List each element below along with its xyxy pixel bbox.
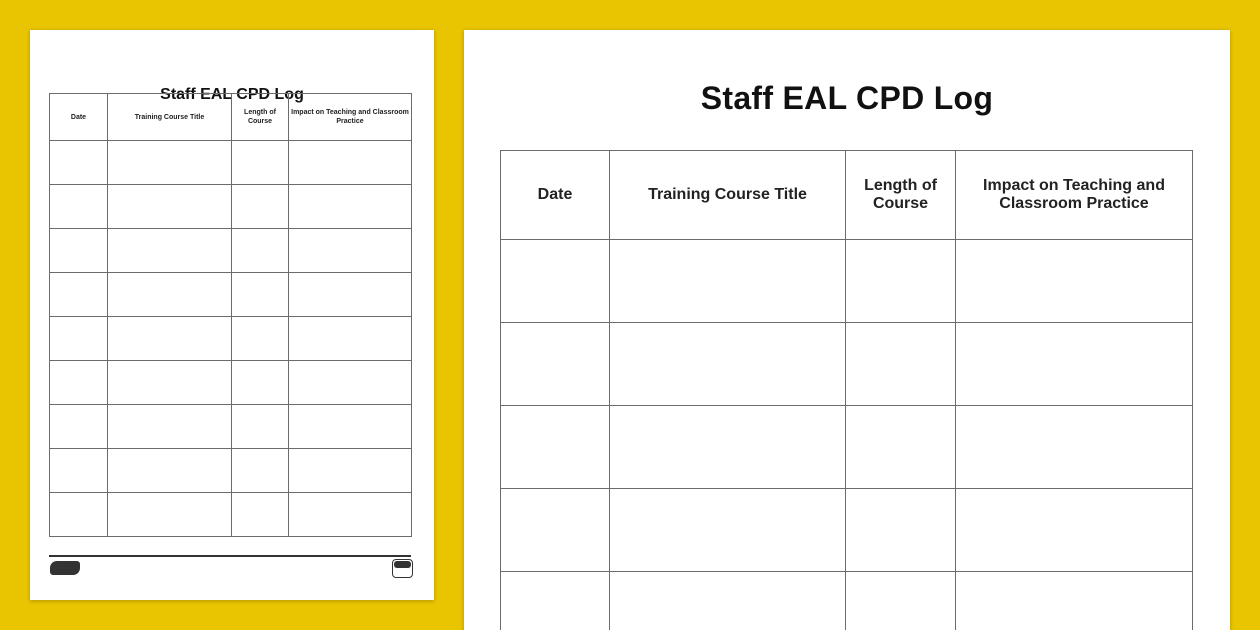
thumbnail-title: Staff EAL CPD Log: [160, 86, 304, 103]
log-table-body: [501, 240, 1193, 630]
table-cell[interactable]: [50, 229, 108, 273]
table-cell[interactable]: [50, 361, 108, 405]
table-row: [50, 449, 412, 493]
table-cell[interactable]: [108, 361, 232, 405]
table-cell[interactable]: [232, 361, 289, 405]
page-zoom-preview[interactable]: [464, 30, 1230, 630]
table-cell[interactable]: [501, 489, 610, 572]
table-cell[interactable]: [289, 317, 412, 361]
table-cell[interactable]: [610, 323, 846, 406]
table-cell[interactable]: [108, 141, 232, 185]
table-cell[interactable]: [289, 141, 412, 185]
header-course-title: Training Course Title: [610, 151, 846, 240]
table-row: [50, 405, 412, 449]
table-cell[interactable]: [50, 141, 108, 185]
header-date: Date: [501, 151, 610, 240]
table-cell[interactable]: [501, 572, 610, 630]
table-row: [50, 141, 412, 185]
table-cell[interactable]: [50, 449, 108, 493]
thumbnail-header-date: Date: [50, 94, 108, 141]
thumbnail-log-table: [49, 93, 412, 537]
table-cell[interactable]: [956, 489, 1193, 572]
table-cell[interactable]: [232, 273, 289, 317]
table-row: [50, 185, 412, 229]
table-row: [50, 493, 412, 537]
table-cell[interactable]: [846, 489, 956, 572]
table-cell[interactable]: [610, 240, 846, 323]
table-cell[interactable]: [232, 141, 289, 185]
table-cell[interactable]: [956, 406, 1193, 489]
table-cell[interactable]: [50, 317, 108, 361]
table-cell[interactable]: [846, 572, 956, 630]
table-row: [501, 240, 1193, 323]
table-cell[interactable]: [289, 493, 412, 537]
table-cell[interactable]: [610, 406, 846, 489]
table-row: [501, 406, 1193, 489]
table-cell[interactable]: [846, 240, 956, 323]
thumbnail-table-body: [50, 141, 412, 537]
table-cell[interactable]: [501, 323, 610, 406]
table-cell[interactable]: [501, 240, 610, 323]
table-cell[interactable]: [108, 405, 232, 449]
table-cell[interactable]: [232, 229, 289, 273]
table-cell[interactable]: [956, 323, 1193, 406]
table-cell[interactable]: [956, 240, 1193, 323]
thumbnail-header-course-title: Training Course Title: [108, 94, 232, 141]
table-cell[interactable]: [108, 229, 232, 273]
table-cell[interactable]: [50, 493, 108, 537]
table-cell[interactable]: [50, 185, 108, 229]
thumbnail-header-impact: Impact on Teaching and Classroom Practice: [289, 94, 412, 141]
table-cell[interactable]: [108, 185, 232, 229]
table-cell[interactable]: [501, 406, 610, 489]
table-row: [50, 361, 412, 405]
table-row: [50, 229, 412, 273]
twinkl-logo-icon: [50, 561, 80, 575]
table-row: [50, 273, 412, 317]
page-thumbnail[interactable]: [30, 30, 434, 600]
table-cell[interactable]: [289, 229, 412, 273]
table-cell[interactable]: [289, 361, 412, 405]
table-row: [501, 489, 1193, 572]
table-cell[interactable]: [108, 449, 232, 493]
footer-divider: [49, 555, 411, 557]
table-cell[interactable]: [232, 185, 289, 229]
table-cell[interactable]: [289, 273, 412, 317]
table-cell[interactable]: [610, 572, 846, 630]
header-impact: Impact on Teaching and Classroom Practice: [956, 151, 1193, 240]
table-cell[interactable]: [108, 493, 232, 537]
table-cell[interactable]: [232, 449, 289, 493]
thumbnail-header-row: [50, 94, 412, 141]
table-cell[interactable]: [289, 405, 412, 449]
table-cell[interactable]: [50, 273, 108, 317]
table-cell[interactable]: [50, 405, 108, 449]
table-row: [501, 572, 1193, 630]
header-length: Length of Course: [846, 151, 956, 240]
page-title: Staff EAL CPD Log: [700, 80, 994, 116]
table-cell[interactable]: [232, 493, 289, 537]
table-cell[interactable]: [289, 185, 412, 229]
table-cell[interactable]: [956, 572, 1193, 630]
table-cell[interactable]: [232, 405, 289, 449]
table-cell[interactable]: [610, 489, 846, 572]
table-row: [50, 317, 412, 361]
table-cell[interactable]: [289, 449, 412, 493]
table-cell[interactable]: [846, 406, 956, 489]
table-cell[interactable]: [232, 317, 289, 361]
table-row: [501, 323, 1193, 406]
table-cell[interactable]: [108, 273, 232, 317]
table-cell[interactable]: [108, 317, 232, 361]
table-cell[interactable]: [846, 323, 956, 406]
checked-badge-icon: [392, 559, 413, 578]
thumbnail-header-length: Length of Course: [232, 94, 289, 141]
header-row: [501, 151, 1193, 240]
log-table: [500, 150, 1193, 630]
